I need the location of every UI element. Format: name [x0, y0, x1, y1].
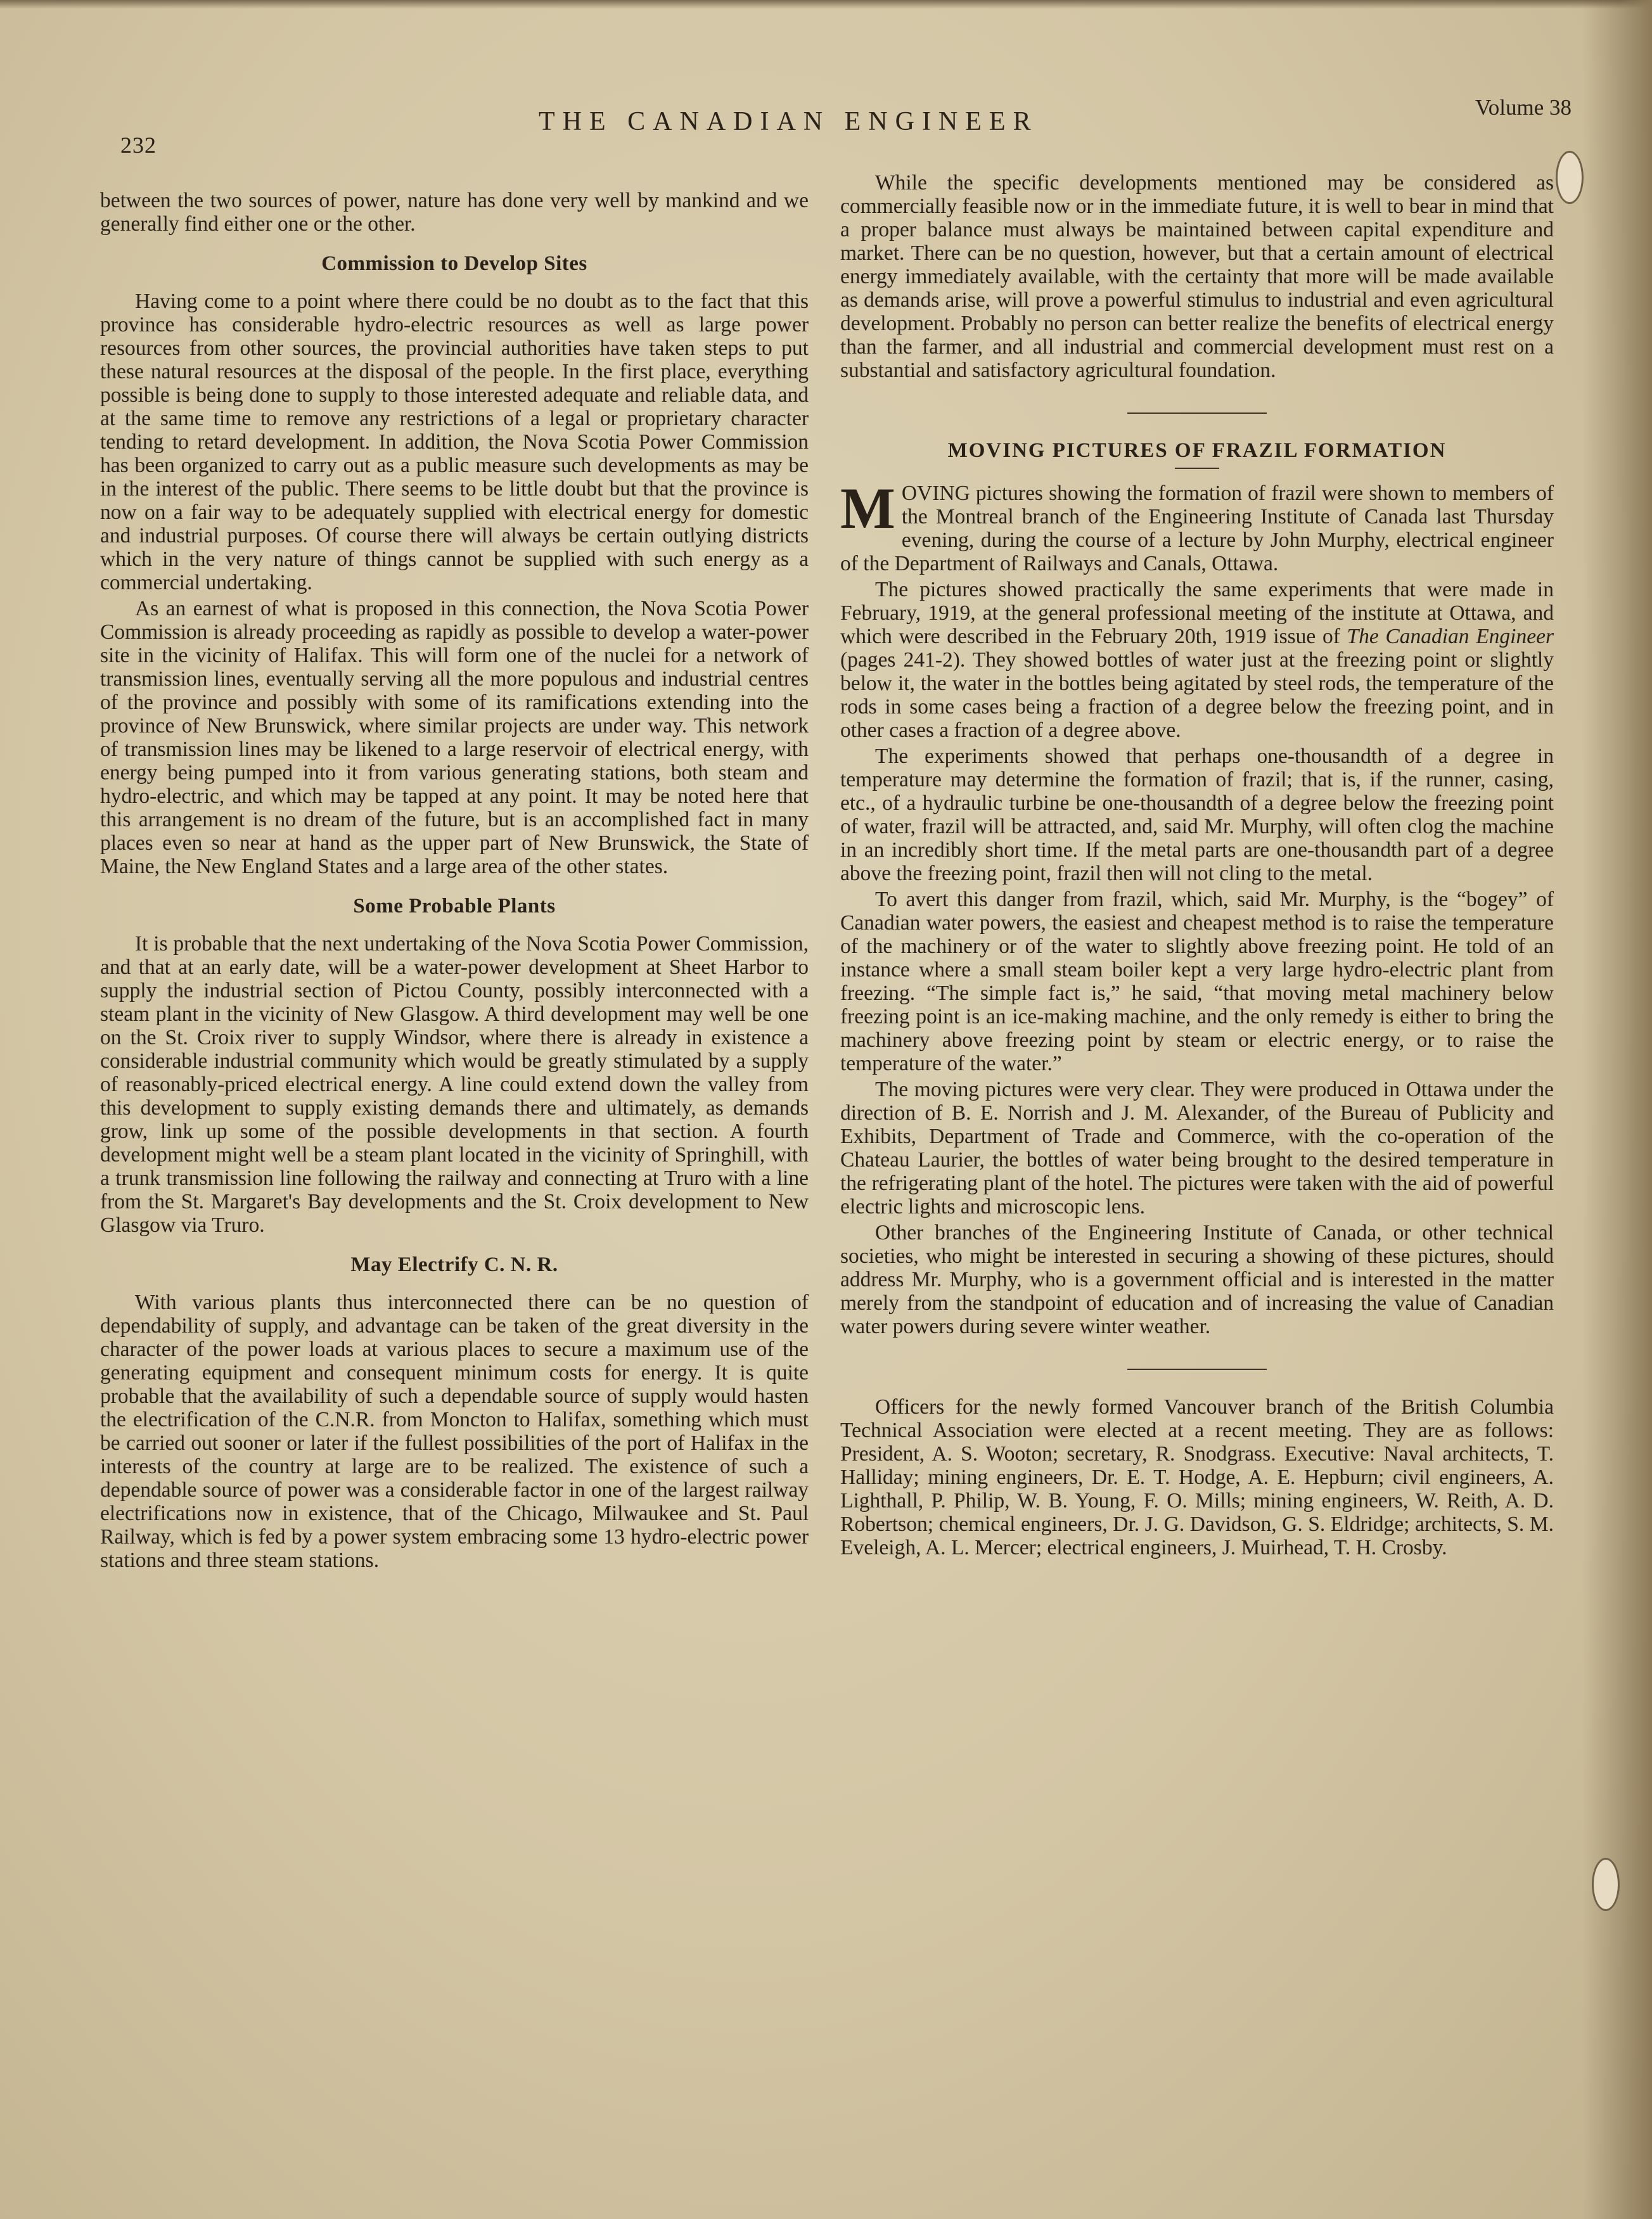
paragraph: Other branches of the Engineering Institute of Canada, or other technical societies, who might be interested in securing a showing of these pictures, should address Mr. Murphy, who is a government official and is interested in the matter merely from the standpoint of education and of increasing the value of Canadian water powers during severe winter weather. [840, 1221, 1554, 1338]
title-underline-rule [1175, 468, 1219, 469]
section-heading-probable-plants: Some Probable Plants [353, 895, 556, 918]
notice-paragraph: Officers for the newly formed Vancouver branch of the British Columbia Technical Association were elected at a recent meeting. They are as follows: President, A. S. Wooton; secretary, R. Snodgrass. Executive: Naval architects, T. Halliday; mining engineers, Dr. E. T. Hodge, A. E. Hepburn; civil engineers, A. Lighthall, P. Philip, W. B. Young, F. O. Mills; mining engineers, W. Reith, A. D. Robertson; chemical engineers, Dr. J. G. Davidson, G. S. Eldridge; architects, S. M. Eveleigh, A. L. Mercer; electrical engineers, J. Muirhead, T. H. Crosby. [840, 1395, 1554, 1559]
paragraph: To avert this danger from frazil, which, said Mr. Murphy, is the “bogey” of Canadian water powers, the easiest and cheapest method is to raise the temperature of the machinery or of the water to slightly above freezing point. He told of an instance where a small steam boiler kept a very large hydro-electric plant from freezing. “The simple fact is,” he said, “that moving metal machinery below freezing point is an ice-making machine, and the only remedy is either to bring the machinery above freezing point by steam or electric energy, or to raise the temperature of the water.” [840, 888, 1554, 1075]
article-title: MOVING PICTURES OF FRAZIL FORMATION [947, 439, 1447, 462]
paragraph: As an earnest of what is proposed in this connection, the Nova Scotia Power Commission is already proceeding as rapidly as possible to develop a water-power site in the vicinity of Halifax. This will form one of the nuclei for a network of transmission lines, eventually serving all the more populous and industrial centres of the province and possibly with some of its ramifications extending into the province of New Brunswick, where similar projects are under way. This network of transmission lines may be likened to a large reservoir of electrical energy, with energy being pumped into it from various generating stations, both steam and hydro-electric, and which may be tapped at any point. It may be noted here that this arrangement is no dream of the future, but is an accomplished fact in many places even so near at hand as the upper part of New Brunswick, the State of Maine, the New England States and a large area of the other states. [100, 597, 809, 878]
volume-label: Volume 38 [1475, 95, 1572, 120]
journal-citation: The Canadian Engineer [1347, 625, 1554, 648]
left-intro-paragraph: between the two sources of power, nature has done very well by mankind and we generally find either one or the other. [100, 189, 809, 236]
paragraph: It is probable that the next undertaking of the Nova Scotia Power Commission, and that at an early date, will be a water-power development at Sheet Harbor to supply the industrial section of Pictou County, possibly interconnected with a steam plant in the vicinity of New Glasgow. A third development may well be one on the St. Croix river to supply Windsor, where there is already in existence a considerable industrial community which would be greatly stimulated by a supply of reasonably-priced electrical energy. A line could extend down the valley from this development to supply existing demands there and ultimately, as demands grow, link up some of the possible developments in that section. A fourth development might well be a steam plant located in the vicinity of Springhill, with a trunk transmission line following the railway and connecting at Truro with a line from the St. Margaret's Bay developments and the St. Croix development to New Glasgow via Truro. [100, 932, 809, 1237]
left-column [100, 189, 809, 1575]
binding-hole-top [1556, 151, 1584, 204]
running-header [120, 95, 1572, 158]
paragraph: Having come to a point where there could be no doubt as to the fact that this province has considerable hydro-electric resources as well as large power resources from other sources, the provincial authorities have taken steps to put these natural resources at the disposal of the people. In the first place, everything possible is being done to supply to those interested adequate and reliable data, and at the same time to remove any restrictions of a legal or proprietary character tending to retard development. In addition, the Nova Scotia Power Commission has been organized to carry out as a public measure such developments as may be in the interest of the public. There seems to be little doubt but that the province is now on a fair way to be adequately supplied with electrical energy for domestic and industrial purposes. Of course there will always be certain outlying districts which in the very nature of things cannot be supplied with such energy as a commercial undertaking. [100, 290, 809, 594]
section-heading-electrify-cnr: May Electrify C. N. R. [350, 1253, 558, 1276]
paragraph: The moving pictures were very clear. They were produced in Ottawa under the direction of B. E. Norrish and J. M. Alexander, of the Bureau of Publicity and Exhibits, Department of Trade and Commerce, with the co-operation of the Chateau Laurier, the bottles of water being brought to the desired temperature in the refrigerating plant of the hotel. The pictures were taken with the aid of powerful electric lights and microscopic lens. [840, 1078, 1554, 1218]
right-column [840, 171, 1554, 1562]
journal-title: THE CANADIAN ENGINEER [539, 107, 1039, 136]
page-number: 232 [120, 132, 157, 158]
paragraph-text: The pictures showed practically the same experiments that were made in February, 1919, at the general professional meeting of the institute at Ottawa, and which were described in the February 20th, 1919 issue of [840, 578, 1554, 648]
section-heading-commission: Commission to Develop Sites [321, 252, 587, 275]
paragraph: The experiments showed that perhaps one-thousandth of a degree in temperature may determine the formation of frazil; that is, if the runner, casing, etc., of a hydraulic turbine be one-thousandth of a degree below the freezing point of water, frazil will be attracted, and, said Mr. Murphy, will often clog the machine in an incredibly short time. If the metal parts are one-thousandth part of a degree above the freezing point, frazil then will not cling to the metal. [840, 745, 1554, 885]
section-divider [1127, 412, 1267, 414]
section-divider [1127, 1369, 1267, 1370]
paragraph [840, 578, 1554, 742]
drop-cap-letter: M [840, 476, 895, 540]
right-intro-paragraph: While the specific developments mentioned may be considered as commercially feasible now or in the immediate future, it is well to bear in mind that a proper balance must always be maintained between capital expenditure and market. There can be no question, however, but that a certain amount of electrical energy immediately available, with the certainty that more will be made available as demands arise, will prove a powerful stimulus to industrial and even agricultural development. Probably no person can better realize the benefits of electrical energy than the farmer, and all industrial and commercial development must rest on a substantial and satisfactory agricultural foundation. [840, 171, 1554, 382]
lead-paragraph: OVING pictures showing the formation of frazil were shown to members of the Montreal branch of the Engineering Institute of Canada last Thursday evening, during the course of a lecture by John Murphy, electrical engineer of the Department of Railways and Canals, Ottawa. [840, 482, 1554, 575]
paragraph-text: (pages 241-2). They showed bottles of water just at the freezing point or slightly below it, the water in the bottles being agitated by steel rods, the temperature of the rods in some cases being a fraction of a degree below the freezing point, and in other cases a fraction of a degree above. [840, 648, 1554, 742]
article-lead [840, 476, 1554, 575]
binding-hole-bottom [1592, 1858, 1620, 1911]
paragraph: With various plants thus interconnected there can be no question of dependability of supply, and advantage can be taken of the great diversity in the character of the power loads at various places to secure a maximum use of the generating equipment and consequent minimum costs for energy. It is quite probable that the availability of such a dependable source of supply would hasten the electrification of the C.N.R. from Moncton to Halifax, something which must be carried out sooner or later if the fullest possibilities of the port of Halifax in the interests of the country at large are to be realized. The existence of such a dependable source of power was a considerable factor in one of the largest railway electrifications now in existence, that of the Chicago, Milwaukee and St. Paul Railway, which is fed by a power system embracing some 13 hydro-electric power stations and three steam stations. [100, 1291, 809, 1572]
page-top-edge [0, 0, 1652, 9]
